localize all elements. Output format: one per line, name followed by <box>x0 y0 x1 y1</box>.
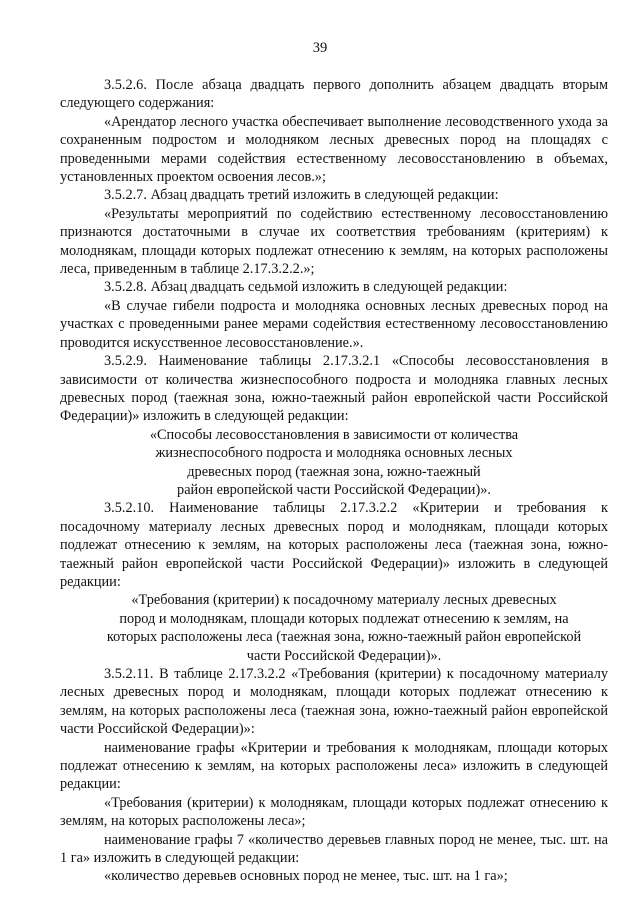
paragraph: наименование графы «Критерии и требования к молоднякам, площади которых подлежат отнесению к землям, на которых расположены леса» изложить в следующей редакции: <box>60 739 608 793</box>
document-body <box>60 76 608 886</box>
paragraph: 3.5.2.6. После абзаца двадцать первого дополнить абзацем двадцать вторым следующего содержания: <box>60 77 608 112</box>
centered-line: «Способы лесовосстановления в зависимости от количества <box>149 426 519 443</box>
paragraph: 3.5.2.9. Наименование таблицы 2.17.3.2.1 «Способы лесовосстановления в зависимости от количества жизнеспособного подроста и молодняка главных лесных древесных пород (таежная зона, южно-таежный район европейской части Российской Федерации)» изложить в следующей редакции: <box>60 353 608 425</box>
centered-line: которых расположены леса (таежная зона, южно-таежный район европейской <box>106 629 582 646</box>
centered-line: жизнеспособного подроста и молодняка основных лесных <box>155 445 513 462</box>
centered-line: древесных пород (таежная зона, южно-таежный <box>187 463 481 480</box>
page-number: 39 <box>312 40 328 56</box>
paragraph: 3.5.2.8. Абзац двадцать седьмой изложить в следующей редакции: <box>104 279 508 296</box>
paragraph: 3.5.2.11. В таблице 2.17.3.2.2 «Требования (критерии) к посадочному материалу лесных древесных пород и молоднякам, площади которых подлежат отнесению к землям, на которых расположены леса (таежная зона, южно-таежный район европейской части Российской Федерации)»: <box>60 666 608 738</box>
centered-line: пород и молоднякам, площади которых подлежат отнесению к землям, на <box>119 610 569 627</box>
paragraph: «количество деревьев основных пород не менее, тыс. шт. на 1 га»; <box>104 868 508 885</box>
paragraph: 3.5.2.10. Наименование таблицы 2.17.3.2.2 «Критерии и требования к посадочному материалу лесных древесных пород и молоднякам, площади которых подлежат отнесению к землям, на которых расположены леса (таежная зона, южно-таежный район европейской части Российской Федерации)» изложить в следующей редакции: <box>60 500 608 590</box>
centered-line: район европейской части Российской Федерации)». <box>177 481 491 498</box>
centered-title-block <box>60 426 608 500</box>
paragraph: наименование графы 7 «количество деревьев главных пород не менее, тыс. шт. на 1 га» изложить в следующей редакции: <box>60 831 608 867</box>
paragraph: «Требования (критерии) к молоднякам, площади которых подлежат отнесению к землям, на которых расположены леса»; <box>60 794 608 830</box>
centered-line: «Требования (критерии) к посадочному материалу лесных древесных <box>131 592 557 609</box>
paragraph: 3.5.2.7. Абзац двадцать третий изложить в следующей редакции: <box>104 187 499 204</box>
paragraph: «Арендатор лесного участка обеспечивает выполнение лесоводственного ухода за сохраненным подростом и молодняком лесных древесных пород на площадях с проведенными мерами содействия естественному лесовосстановлению в объемах, установленных проектом освоения лесов.»; <box>60 113 608 186</box>
centered-title-block <box>60 591 608 665</box>
paragraph: «Результаты мероприятий по содействию естественному лесовосстановлению признаются достаточными в случае их соответствия требованиям (критериям) к молоднякам, площади которых подлежат отнесению к землям, на которых расположены леса, приведенным в таблице 2.17.3.2.2.»; <box>60 205 608 278</box>
paragraph: «В случае гибели подроста и молодняка основных лесных древесных пород на участках с проведенными ранее мерами содействия естественному лесовосстановлению проводится искусственное лесовосстановление.». <box>60 297 608 351</box>
centered-line: части Российской Федерации)». <box>246 647 442 664</box>
